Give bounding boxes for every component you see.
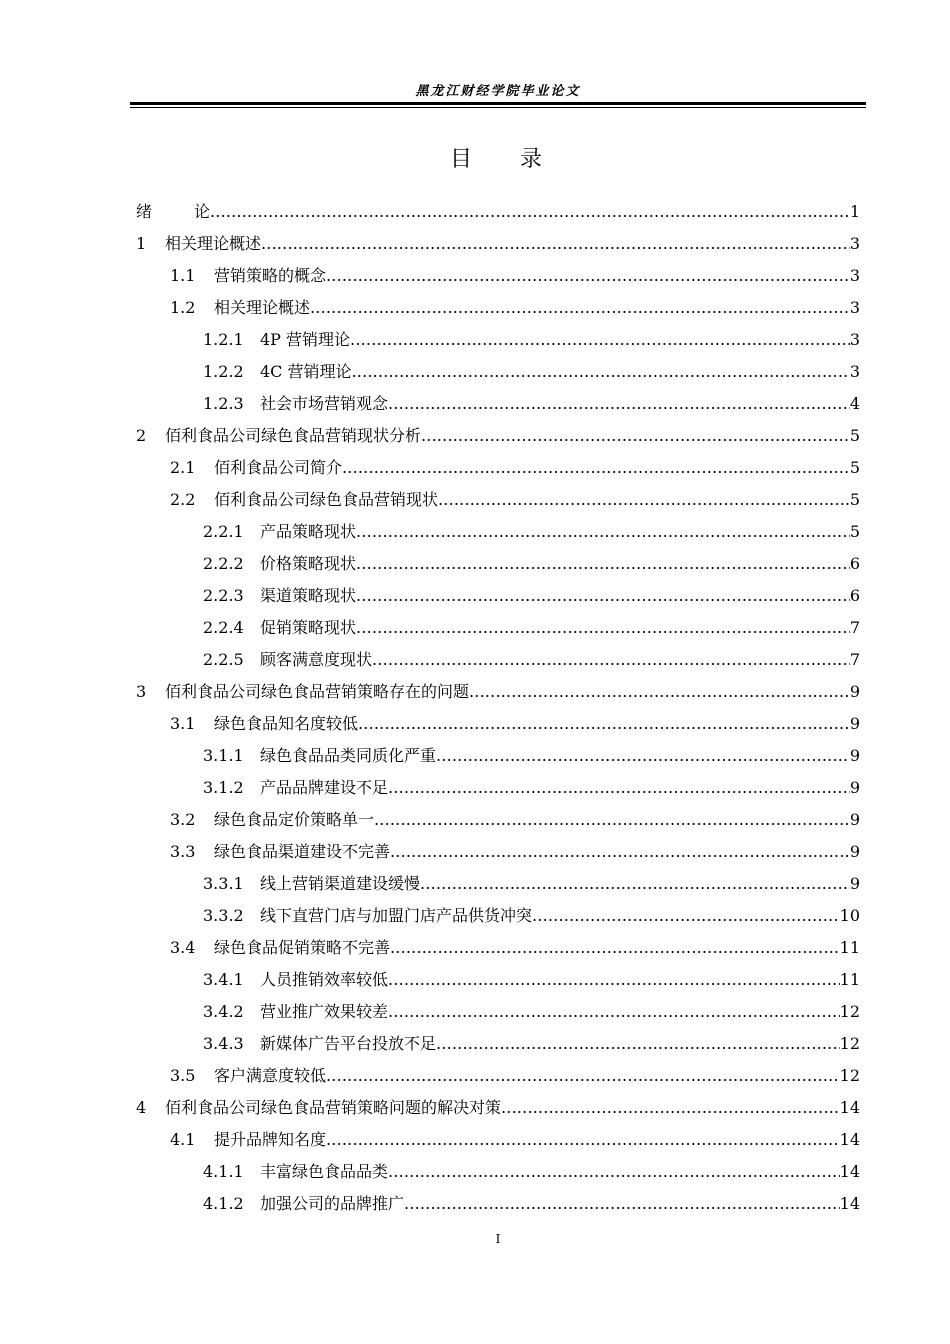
toc-entry-page: 5 xyxy=(849,458,860,477)
toc-dot-leader xyxy=(436,740,850,772)
toc-entry-number: 3.4.3 xyxy=(203,1034,244,1053)
toc-entry-title: 线下直营门店与加盟门店产品供货冲突 xyxy=(260,906,533,925)
toc-entry[interactable] xyxy=(136,1060,860,1092)
toc-dot-leader xyxy=(356,612,850,644)
toc-entry-title: 产品品牌建设不足 xyxy=(260,778,389,797)
toc-entry[interactable] xyxy=(136,1188,860,1220)
toc-entry-title: 佰利食品公司绿色食品营销现状 xyxy=(214,490,439,509)
toc-dot-leader xyxy=(388,388,850,420)
toc-dot-leader xyxy=(388,996,840,1028)
toc-entry-page: 11 xyxy=(839,938,860,957)
toc-entry-title: 绿色食品品类同质化严重 xyxy=(260,746,437,765)
toc-entry-title: 4P 营销理论 xyxy=(260,330,351,349)
toc-dot-leader xyxy=(501,1092,840,1124)
toc-entry-title: 相关理论概述 xyxy=(165,234,262,253)
toc-entry-page: 12 xyxy=(839,1002,860,1021)
toc-entry-page: 12 xyxy=(839,1034,860,1053)
toc-entry-title: 佰利食品公司绿色食品营销现状分析 xyxy=(165,426,422,445)
toc-entry[interactable] xyxy=(136,516,860,548)
toc-entry[interactable] xyxy=(136,868,860,900)
toc-entry-title: 论 xyxy=(194,202,211,221)
toc-entry-page: 4 xyxy=(849,394,860,413)
toc-entry-number: 1.2.3 xyxy=(203,394,244,413)
toc-entry-page: 9 xyxy=(849,810,860,829)
toc-entry[interactable] xyxy=(136,932,860,964)
toc-entry-page: 9 xyxy=(849,778,860,797)
toc-entry-page: 3 xyxy=(849,362,860,381)
toc-entry-title: 提升品牌知名度 xyxy=(214,1130,327,1149)
toc-entry-number: 3.5 xyxy=(170,1066,196,1085)
toc-entry-number: 3.3.2 xyxy=(203,906,244,925)
toc-entry-page: 3 xyxy=(849,298,860,317)
toc-dot-leader xyxy=(388,964,840,996)
toc-entry-page: 9 xyxy=(849,746,860,765)
toc-entry-title: 佰利食品公司绿色食品营销策略问题的解决对策 xyxy=(165,1098,502,1117)
toc-dot-leader xyxy=(326,1060,840,1092)
toc-entry-page: 12 xyxy=(839,1066,860,1085)
toc-entry-number: 2.2.5 xyxy=(203,650,244,669)
toc-dot-leader xyxy=(261,228,850,260)
toc-entry[interactable] xyxy=(136,228,860,260)
toc-entry-title: 佰利食品公司简介 xyxy=(214,458,343,477)
toc-entry-number: 2.2 xyxy=(170,490,196,509)
toc-entry-title: 线上营销渠道建设缓慢 xyxy=(260,874,421,893)
toc-dot-leader xyxy=(421,420,850,452)
toc-dot-leader xyxy=(388,772,850,804)
toc-entry-title: 绿色食品渠道建设不完善 xyxy=(214,842,391,861)
toc-dot-leader xyxy=(356,516,850,548)
toc-entry-page: 5 xyxy=(849,426,860,445)
running-header-title: 黑龙江财经学院毕业论文 xyxy=(415,84,581,99)
toc-entry-number: 2.2.1 xyxy=(203,522,244,541)
toc-entry[interactable] xyxy=(136,772,860,804)
toc-entry-number: 1.1 xyxy=(170,266,196,285)
toc-entry-number: 3.1.1 xyxy=(203,746,244,765)
toc-dot-leader xyxy=(356,548,850,580)
toc-entry-title: 绿色食品促销策略不完善 xyxy=(214,938,391,957)
toc-entry-title: 相关理论概述 xyxy=(214,298,311,317)
header-rule-thin xyxy=(130,107,866,108)
toc-entry-number: 1.2.1 xyxy=(203,330,244,349)
toc-entry[interactable] xyxy=(136,484,860,516)
toc-dot-leader xyxy=(358,708,850,740)
toc-entry-page: 9 xyxy=(849,842,860,861)
toc-entry-title: 营业推广效果较差 xyxy=(260,1002,389,1021)
toc-dot-leader xyxy=(390,932,840,964)
toc-entry-number: 4.1 xyxy=(170,1130,196,1149)
toc-heading xyxy=(130,142,866,173)
toc-entry-title: 客户满意度较低 xyxy=(214,1066,327,1085)
toc-entry-page: 10 xyxy=(839,906,860,925)
toc-entry-page: 9 xyxy=(849,874,860,893)
toc-entry-page: 1 xyxy=(849,202,860,221)
toc-entry-title: 顾客满意度现状 xyxy=(260,650,373,669)
toc-dot-leader xyxy=(350,324,850,356)
toc-dot-leader xyxy=(532,900,840,932)
toc-entry-number: 3.1.2 xyxy=(203,778,244,797)
toc-dot-leader xyxy=(342,452,850,484)
toc-entry-number: 3.3.1 xyxy=(203,874,244,893)
toc-entry[interactable] xyxy=(136,356,860,388)
toc-entry-title: 社会市场营销观念 xyxy=(260,394,389,413)
toc-entry[interactable] xyxy=(136,580,860,612)
toc-entry[interactable] xyxy=(136,1156,860,1188)
toc-entry-page: 3 xyxy=(849,234,860,253)
toc-entry[interactable] xyxy=(136,420,860,452)
toc-entry-title: 加强公司的品牌推广 xyxy=(260,1194,405,1213)
toc-entry-number: 3 xyxy=(136,682,147,701)
toc-dot-leader xyxy=(326,1124,840,1156)
toc-entry-page: 7 xyxy=(849,650,860,669)
toc-entry-title: 绿色食品定价策略单一 xyxy=(214,810,375,829)
toc-dot-leader xyxy=(326,260,850,292)
toc-entry-number: 1.2 xyxy=(170,298,196,317)
toc-entry-number: 4.1.1 xyxy=(203,1162,244,1181)
toc-entry-number: 4.1.2 xyxy=(203,1194,244,1213)
toc-entry[interactable] xyxy=(136,1124,860,1156)
toc-entry[interactable] xyxy=(136,292,860,324)
toc-entry[interactable] xyxy=(136,708,860,740)
toc-entry-number: 2.1 xyxy=(170,458,196,477)
table-of-contents xyxy=(136,196,860,1220)
toc-entry-number: 2 xyxy=(136,426,147,445)
toc-entry[interactable] xyxy=(136,260,860,292)
toc-heading-left-char: 目 xyxy=(449,147,476,172)
toc-entry-title: 营销策略的概念 xyxy=(214,266,327,285)
toc-entry-page: 11 xyxy=(839,970,860,989)
toc-entry-page: 7 xyxy=(849,618,860,637)
toc-entry-page: 14 xyxy=(839,1194,860,1213)
toc-entry-page: 14 xyxy=(839,1130,860,1149)
toc-entry-page: 3 xyxy=(849,266,860,285)
toc-entry-number: 3.2 xyxy=(170,810,196,829)
toc-entry[interactable] xyxy=(136,1092,860,1124)
toc-entry-title: 丰富绿色食品品类 xyxy=(260,1162,389,1181)
toc-entry[interactable] xyxy=(136,1028,860,1060)
toc-dot-leader xyxy=(374,804,850,836)
toc-entry-number: 1 xyxy=(136,234,147,253)
toc-entry-page: 9 xyxy=(849,714,860,733)
toc-entry-number: 3.1 xyxy=(170,714,196,733)
toc-entry-title: 产品策略现状 xyxy=(260,522,357,541)
toc-dot-leader xyxy=(210,196,850,228)
toc-entry-page: 6 xyxy=(849,554,860,573)
toc-dot-leader xyxy=(372,644,850,676)
toc-entry[interactable] xyxy=(136,676,860,708)
toc-dot-leader xyxy=(420,868,850,900)
toc-entry-title: 价格策略现状 xyxy=(260,554,357,573)
toc-entry[interactable] xyxy=(136,836,860,868)
page-number: I xyxy=(495,1232,501,1246)
toc-dot-leader xyxy=(388,1156,840,1188)
toc-entry-page: 14 xyxy=(839,1162,860,1181)
header-rule-thick xyxy=(130,102,866,105)
toc-entry-number: 2.2.2 xyxy=(203,554,244,573)
toc-entry-number: 3.4 xyxy=(170,938,196,957)
toc-dot-leader xyxy=(436,1028,840,1060)
toc-entry-title: 人员推销效率较低 xyxy=(260,970,389,989)
toc-entry[interactable] xyxy=(136,804,860,836)
toc-dot-leader xyxy=(438,484,850,516)
toc-dot-leader xyxy=(469,676,850,708)
toc-entry-number: 4 xyxy=(136,1098,147,1117)
toc-entry-title: 佰利食品公司绿色食品营销策略存在的问题 xyxy=(165,682,470,701)
toc-entry[interactable] xyxy=(136,548,860,580)
toc-entry-number: 2.2.3 xyxy=(203,586,244,605)
toc-dot-leader xyxy=(404,1188,840,1220)
toc-entry[interactable] xyxy=(136,740,860,772)
toc-entry-number: 2.2.4 xyxy=(203,618,244,637)
toc-entry[interactable] xyxy=(136,996,860,1028)
toc-entry-page: 3 xyxy=(849,330,860,349)
toc-entry-title: 促销策略现状 xyxy=(260,618,357,637)
toc-entry[interactable] xyxy=(136,388,860,420)
toc-dot-leader xyxy=(352,356,850,388)
toc-entry-title: 新媒体广告平台投放不足 xyxy=(260,1034,437,1053)
toc-heading-right-char: 录 xyxy=(520,147,547,172)
toc-dot-leader xyxy=(390,836,850,868)
toc-entry-title: 渠道策略现状 xyxy=(260,586,357,605)
toc-entry[interactable] xyxy=(136,964,860,996)
toc-entry-page: 14 xyxy=(839,1098,860,1117)
toc-entry-page: 5 xyxy=(849,522,860,541)
toc-entry-title: 绿色食品知名度较低 xyxy=(214,714,359,733)
toc-entry-title: 4C 营销理论 xyxy=(260,362,352,381)
toc-entry[interactable] xyxy=(136,644,860,676)
toc-dot-leader xyxy=(310,292,850,324)
toc-entry[interactable] xyxy=(136,452,860,484)
toc-entry-number: 1.2.2 xyxy=(203,362,244,381)
toc-dot-leader xyxy=(356,580,850,612)
toc-entry-page: 5 xyxy=(849,490,860,509)
toc-entry[interactable] xyxy=(136,324,860,356)
toc-entry[interactable] xyxy=(136,196,860,228)
toc-entry-page: 9 xyxy=(849,682,860,701)
toc-entry[interactable] xyxy=(136,612,860,644)
toc-entry-number: 3.4.1 xyxy=(203,970,244,989)
toc-entry-number: 3.3 xyxy=(170,842,196,861)
toc-entry-page: 6 xyxy=(849,586,860,605)
toc-entry-number: 3.4.2 xyxy=(203,1002,244,1021)
toc-entry[interactable] xyxy=(136,900,860,932)
toc-entry-number: 绪 xyxy=(136,202,153,221)
